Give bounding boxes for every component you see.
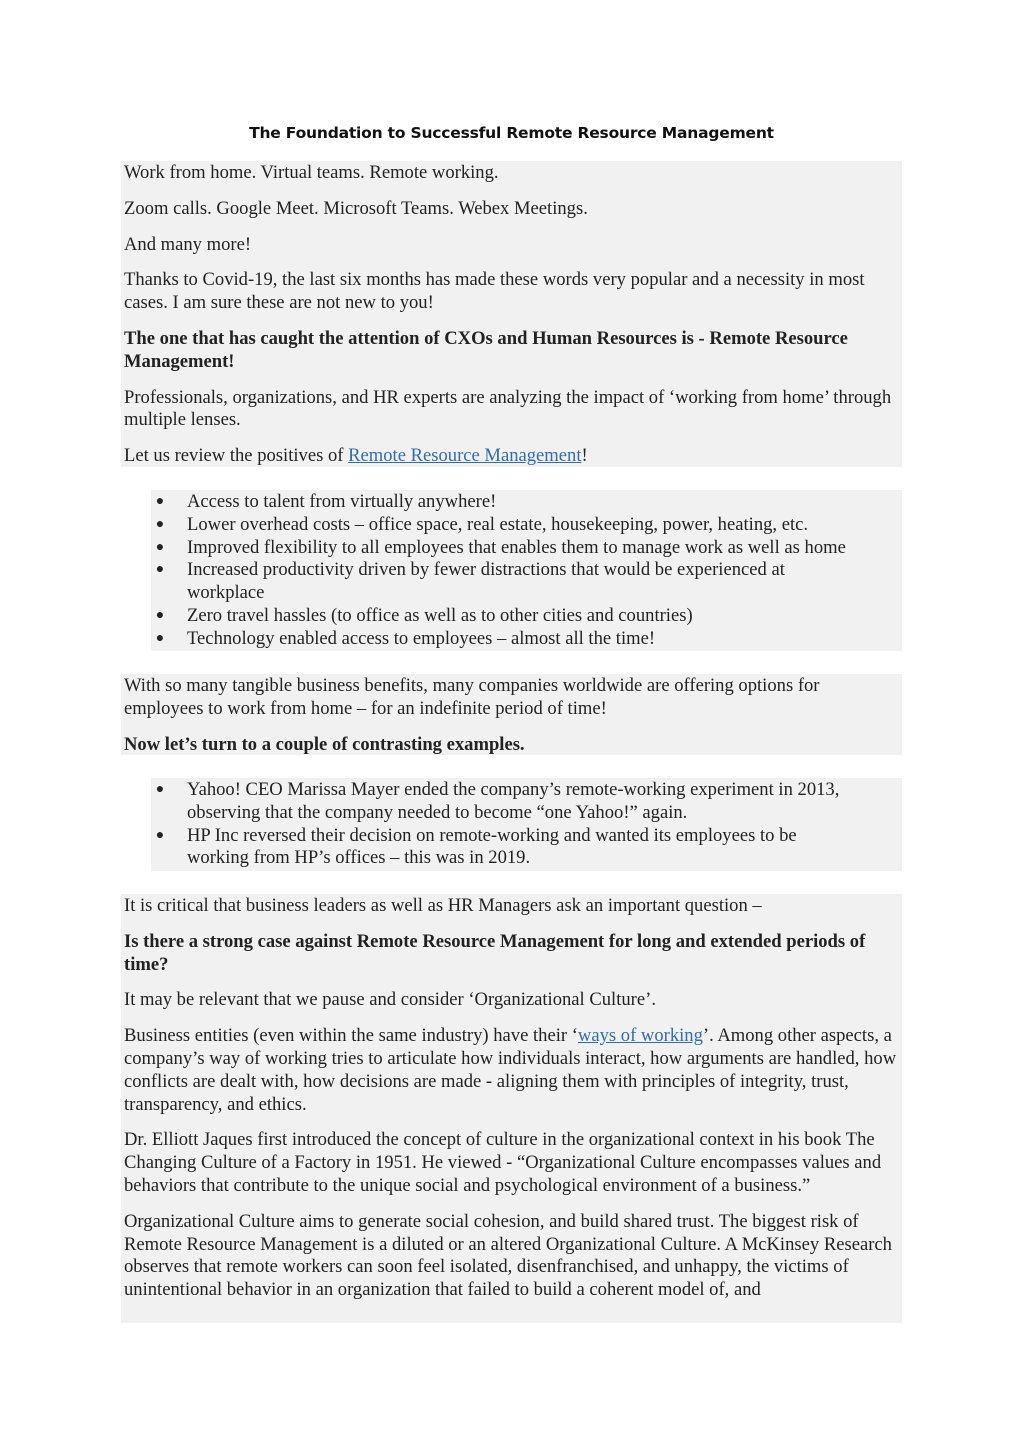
positives-list-block: [151, 490, 902, 651]
examples-list: [154, 778, 902, 870]
list-item: [154, 559, 902, 605]
bold-paragraph: The one that has caught the attention of CXOs and Human Resources is - Remote Resource Management!: [124, 327, 848, 372]
benefits-section: [121, 674, 902, 755]
paragraph: Organizational Culture aims to generate social cohesion, and build shared trust. The biggest risk of Remote Resource Management is a diluted or an altered Organizational Culture. A McKinsey Research observes that remote workers can soon feel isolated, disenfranchised, and unhappy, the victims of unintentional behavior in an organization that failed to build a coherent model of, and: [124, 1210, 892, 1301]
list-item: [154, 628, 902, 651]
bullet-icon: ●: [155, 494, 165, 509]
list-item-text: Increased productivity driven by fewer distractions that would be experienced at workplace: [187, 559, 785, 604]
paragraph-text: Let us review the positives of: [124, 445, 349, 467]
positives-list: [154, 490, 902, 651]
paragraph: Zoom calls. Google Meet. Microsoft Teams. Webex Meetings.: [124, 197, 588, 219]
list-item: [154, 605, 902, 628]
paragraph: Thanks to Covid-19, the last six months has made these words very popular and a necessity in most cases. I am sure these are not new to you!: [124, 269, 865, 314]
bullet-icon: ●: [155, 827, 165, 843]
culture-section: [121, 894, 902, 1323]
paragraph-text: ’. Among other aspects, a company’s way of working tries to articulate how individuals interact, how arguments are handled, how conflicts are dealt with, how decisions are made - aligning them with principles of integrity, trust, transparency, and ethics.: [124, 1025, 897, 1115]
paragraph: [124, 445, 898, 468]
list-item-text: Improved flexibility to all employees that enables them to manage work as well as home: [187, 536, 846, 558]
paragraph: It may be relevant that we pause and consider ‘Organizational Culture’.: [124, 989, 656, 1011]
paragraph: It is critical that business leaders as well as HR Managers ask an important question –: [124, 895, 762, 916]
examples-list-block: [151, 778, 902, 871]
list-item-text: Technology enabled access to employees – almost all the time!: [187, 627, 656, 649]
ways-of-working-link[interactable]: ways of working: [577, 1025, 703, 1047]
paragraph: With so many tangible business benefits, many companies worldwide are offering options for employees to work from home – for an indefinite period of time!: [124, 675, 820, 719]
paragraph: [124, 1025, 898, 1116]
bullet-icon: ●: [155, 607, 165, 623]
bold-paragraph: Is there a strong case against Remote Resource Management for long and extended periods of time?: [124, 930, 866, 975]
bullet-icon: ●: [155, 516, 165, 532]
bullet-icon: ●: [155, 539, 165, 555]
bold-paragraph: Now let’s turn to a couple of contrasting examples.: [124, 733, 525, 755]
paragraph-text: Business entities (even within the same industry) have their ‘: [124, 1025, 578, 1047]
list-item: [154, 825, 902, 871]
list-item: [154, 779, 902, 825]
paragraph: And many more!: [124, 233, 252, 255]
list-item-text: Yahoo! CEO Marissa Mayer ended the company’s remote-working experiment in 2013, observing that the company needed to become “one Yahoo!” again.: [187, 779, 840, 823]
bullet-icon: ●: [155, 562, 165, 578]
remote-resource-management-link[interactable]: Remote Resource Management: [348, 445, 582, 467]
list-item-text: Access to talent from virtually anywhere!: [187, 491, 497, 512]
list-item-text: HP Inc reversed their decision on remote-working and wanted its employees to be working from HP’s offices – this was in 2019.: [187, 824, 797, 869]
paragraph-text: !: [581, 445, 588, 467]
bullet-icon: ●: [155, 630, 165, 646]
bullet-icon: ●: [155, 782, 165, 797]
list-item: [154, 491, 902, 514]
list-item: [154, 514, 902, 537]
list-item-text: Zero travel hassles (to office as well as to other cities and countries): [187, 604, 693, 626]
document-title: The Foundation to Successful Remote Resource Management: [249, 124, 774, 142]
list-item: [154, 537, 902, 560]
list-item-text: Lower overhead costs – office space, real estate, housekeeping, power, heating, etc.: [187, 513, 809, 535]
paragraph: Professionals, organizations, and HR experts are analyzing the impact of ‘working from home’ through multiple lenses.: [124, 386, 892, 431]
intro-section: [121, 161, 902, 467]
paragraph: Dr. Elliott Jaques first introduced the concept of culture in the organizational context in his book The Changing Culture of a Factory in 1951. He viewed - “Organizational Culture encompasses values and behaviors that contribute to the unique social and psychological environment of a business.”: [124, 1129, 882, 1196]
paragraph: Work from home. Virtual teams. Remote working.: [124, 162, 499, 183]
